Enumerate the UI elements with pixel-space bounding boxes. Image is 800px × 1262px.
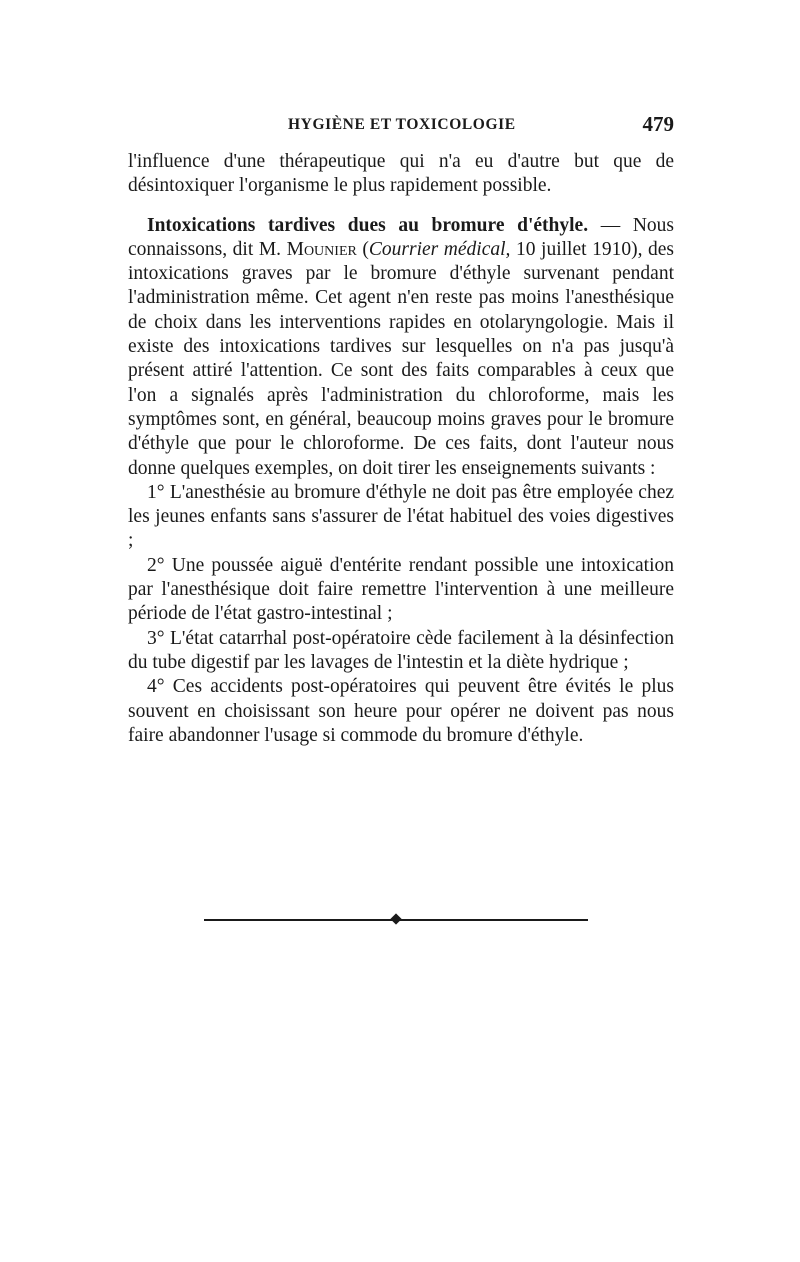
list-item-3: 3° L'état catarrhal post-opératoire cède facilement à la désinfection du tube digestif par les lavages de l'intestin et la diète hydrique ; xyxy=(128,627,674,673)
page-number: 479 xyxy=(642,112,674,136)
running-head xyxy=(128,108,674,144)
list-item-1: 1° L'anesthésie au bromure d'éthyle ne doit pas être employée chez les jeunes enfants sans s'assurer de l'état habituel des voies digestives ; xyxy=(128,481,674,552)
source-open: ( xyxy=(356,238,369,260)
section-text-body: 10 juillet 1910), des intoxications graves par le bromure d'éthyle survenant pendant l'administration même. Cet agent n'en reste pas moins l'anesthésique de choix dans les interventions rapides en otolaryngologie. Mais il existe des intoxications tardives sur lesquelles on n'a pas jusqu'à présent attiré l'attention. Ce sont des faits comparables à ceux que l'on a signalés après l'administration du chloroforme, mais les symptômes sont, en général, beaucoup moins graves pour le bromure d'éthyle que pour le chloroforme. De ces faits, dont l'auteur nous donne quelques exemples, on doit tirer les enseignements suivants : xyxy=(128,238,675,479)
author-name: Mounier xyxy=(286,238,357,260)
diamond-ornament-icon xyxy=(390,913,401,924)
end-ornament-rule xyxy=(204,915,588,925)
list-item-2: 2° Une poussée aiguë d'entérite rendant possible une intoxication par l'anesthésique doit faire remettre l'intervention à une meilleure période de l'état gastro-intestinal ; xyxy=(128,554,674,625)
body-text xyxy=(128,150,674,748)
source-title: Courrier médical, xyxy=(368,238,511,260)
section-paragraph xyxy=(128,214,674,481)
book-page xyxy=(128,108,674,748)
section-heading: Intoxications tardives dues au bromure d'éthyle. xyxy=(147,214,589,236)
list-item-4: 4° Ces accidents post-opératoires qui peuvent être évités le plus souvent en choisissant son heure pour opérer ne doivent pas nous faire abandonner l'usage si commode du bromure d'éthyle. xyxy=(128,676,674,746)
section-text-intro: — Nous connaissons, dit M. xyxy=(128,214,675,260)
running-title: HYGIÈNE ET TOXICOLOGIE xyxy=(288,116,516,133)
opening-paragraph: l'influence d'une thérapeutique qui n'a eu d'autre but que de désintoxiquer l'organisme le plus rapidement possible. xyxy=(128,151,674,197)
